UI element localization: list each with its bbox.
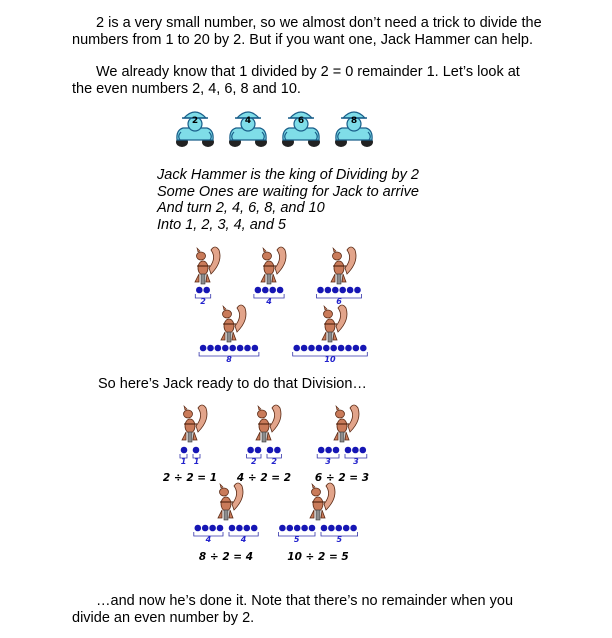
equation-6: 6 ÷ 2 = 3 <box>314 472 370 484</box>
one-dot <box>244 525 251 532</box>
one-dot <box>287 525 294 532</box>
one-dot <box>196 287 203 294</box>
one-dot <box>354 287 361 294</box>
poem-line: Jack Hammer is the king of Dividing by 2 <box>157 167 419 183</box>
one-dot <box>222 345 229 352</box>
one-dot <box>316 345 323 352</box>
group-total-label: 8 <box>226 355 232 364</box>
division-group-8 <box>194 483 258 544</box>
car-number: 8 <box>350 116 358 126</box>
waiting-group-4 <box>254 247 286 306</box>
one-dot <box>293 345 300 352</box>
one-dot <box>352 447 359 454</box>
poem-line: Into 1, 2, 3, 4, and 5 <box>157 216 286 233</box>
group-total-label: 2 <box>200 297 206 306</box>
jack-hammer-squirrel <box>221 305 246 342</box>
one-dot <box>328 525 335 532</box>
one-dot <box>252 345 259 352</box>
jack-hammer-squirrel <box>182 405 207 442</box>
one-dot <box>309 525 316 532</box>
one-dot <box>345 447 352 454</box>
division-group-10 <box>278 483 357 544</box>
one-dot <box>247 447 254 454</box>
jack-hammer-squirrel <box>261 247 286 284</box>
one-dot <box>236 525 243 532</box>
waiting-group-10 <box>293 305 368 364</box>
equation-2: 2 ÷ 2 = 1 <box>162 472 218 484</box>
one-dot <box>255 447 262 454</box>
poem-line: And turn 2, 4, 6, 8, and 10 <box>157 200 325 216</box>
jack-hammer-squirrel <box>256 405 281 442</box>
jack-hammer-squirrel <box>322 305 347 342</box>
car-4 <box>229 112 267 147</box>
division-group-4 <box>247 405 282 466</box>
one-dot <box>301 345 308 352</box>
one-dot <box>353 345 360 352</box>
one-dot <box>279 525 286 532</box>
one-dot <box>301 525 308 532</box>
one-dot <box>203 287 210 294</box>
one-dot <box>333 447 340 454</box>
one-dot <box>244 345 251 352</box>
equation-4: 4 ÷ 2 = 2 <box>236 472 292 484</box>
ready-paragraph: So here’s Jack ready to do that Division… <box>98 376 367 392</box>
one-dot <box>193 447 200 454</box>
left-half-label: 1 <box>180 457 187 466</box>
one-dot <box>251 525 258 532</box>
waiting-group-8 <box>199 305 259 364</box>
one-dot <box>360 345 367 352</box>
intro-paragraph: 2 is a very small number, so we almost don’t need a trick to divide the numbers from 1 to 20 by 2. But if you want one, Jack Hammer can help. <box>72 15 542 48</box>
one-dot <box>343 525 350 532</box>
car-number: 4 <box>244 116 252 126</box>
one-dot <box>323 345 330 352</box>
one-dot <box>237 345 244 352</box>
one-dot <box>209 525 216 532</box>
car-2 <box>176 112 214 147</box>
car-8 <box>335 112 373 147</box>
waiting-group-6 <box>317 247 362 306</box>
waiting-groups <box>195 247 367 364</box>
one-dot <box>325 287 332 294</box>
one-dot <box>336 525 343 532</box>
one-dot <box>308 345 315 352</box>
division-group-6 <box>317 405 367 466</box>
car-number: 2 <box>191 116 199 126</box>
division-group-2 <box>180 405 207 466</box>
one-dot <box>347 287 354 294</box>
one-dot <box>345 345 352 352</box>
waiting-group-2 <box>195 247 220 306</box>
one-dot <box>318 447 325 454</box>
car-number: 6 <box>297 116 305 126</box>
right-half-label: 3 <box>353 457 359 466</box>
one-dot <box>330 345 337 352</box>
one-dot <box>262 287 269 294</box>
group-total-label: 6 <box>336 297 342 306</box>
one-dot <box>338 345 345 352</box>
one-dot <box>229 345 236 352</box>
one-dot <box>229 525 236 532</box>
one-dot <box>181 447 188 454</box>
equation-10: 10 ÷ 2 = 5 <box>287 551 349 563</box>
left-half-label: 2 <box>251 457 257 466</box>
left-half-label: 5 <box>293 535 300 544</box>
one-dot <box>350 525 357 532</box>
one-dot <box>360 447 367 454</box>
one-dot <box>294 525 301 532</box>
equation-8: 8 ÷ 2 = 4 <box>198 551 254 563</box>
one-dot <box>277 287 284 294</box>
right-half-label: 2 <box>271 457 277 466</box>
group-total-label: 4 <box>266 297 272 306</box>
poem <box>157 167 419 233</box>
one-dot <box>339 287 346 294</box>
jack-hammer-squirrel <box>195 247 220 284</box>
one-dot <box>325 447 332 454</box>
jack-hammer-squirrel <box>218 483 243 520</box>
one-dot <box>200 345 207 352</box>
already-know-paragraph: We already know that 1 divided by 2 = 0 remainder 1. Let’s look at the even numbers 2, 4, 6, 8 and 10. <box>72 64 520 97</box>
jack-hammer-squirrel <box>331 247 356 284</box>
one-dot <box>269 287 276 294</box>
group-total-label: 10 <box>324 355 336 364</box>
done-paragraph: …and now he’s done it. Note that there’s no remainder when you divide an even number by 2. <box>72 593 514 626</box>
one-dot <box>255 287 262 294</box>
one-dot <box>215 345 222 352</box>
jack-hammer-squirrel <box>310 483 335 520</box>
one-dot <box>217 525 224 532</box>
one-dot <box>195 525 202 532</box>
left-half-label: 4 <box>205 535 212 544</box>
poem-line: Some Ones are waiting for Jack to arrive <box>157 183 419 200</box>
one-dot <box>267 447 274 454</box>
left-half-label: 3 <box>325 457 331 466</box>
one-dot <box>332 287 339 294</box>
right-half-label: 4 <box>240 535 247 544</box>
one-dot <box>321 525 328 532</box>
one-dot <box>207 345 214 352</box>
one-dot <box>317 287 324 294</box>
right-half-label: 1 <box>193 457 200 466</box>
one-dot <box>202 525 209 532</box>
right-half-label: 5 <box>336 535 343 544</box>
one-dot <box>274 447 281 454</box>
jack-hammer-squirrel <box>334 405 359 442</box>
car-6 <box>282 112 320 147</box>
